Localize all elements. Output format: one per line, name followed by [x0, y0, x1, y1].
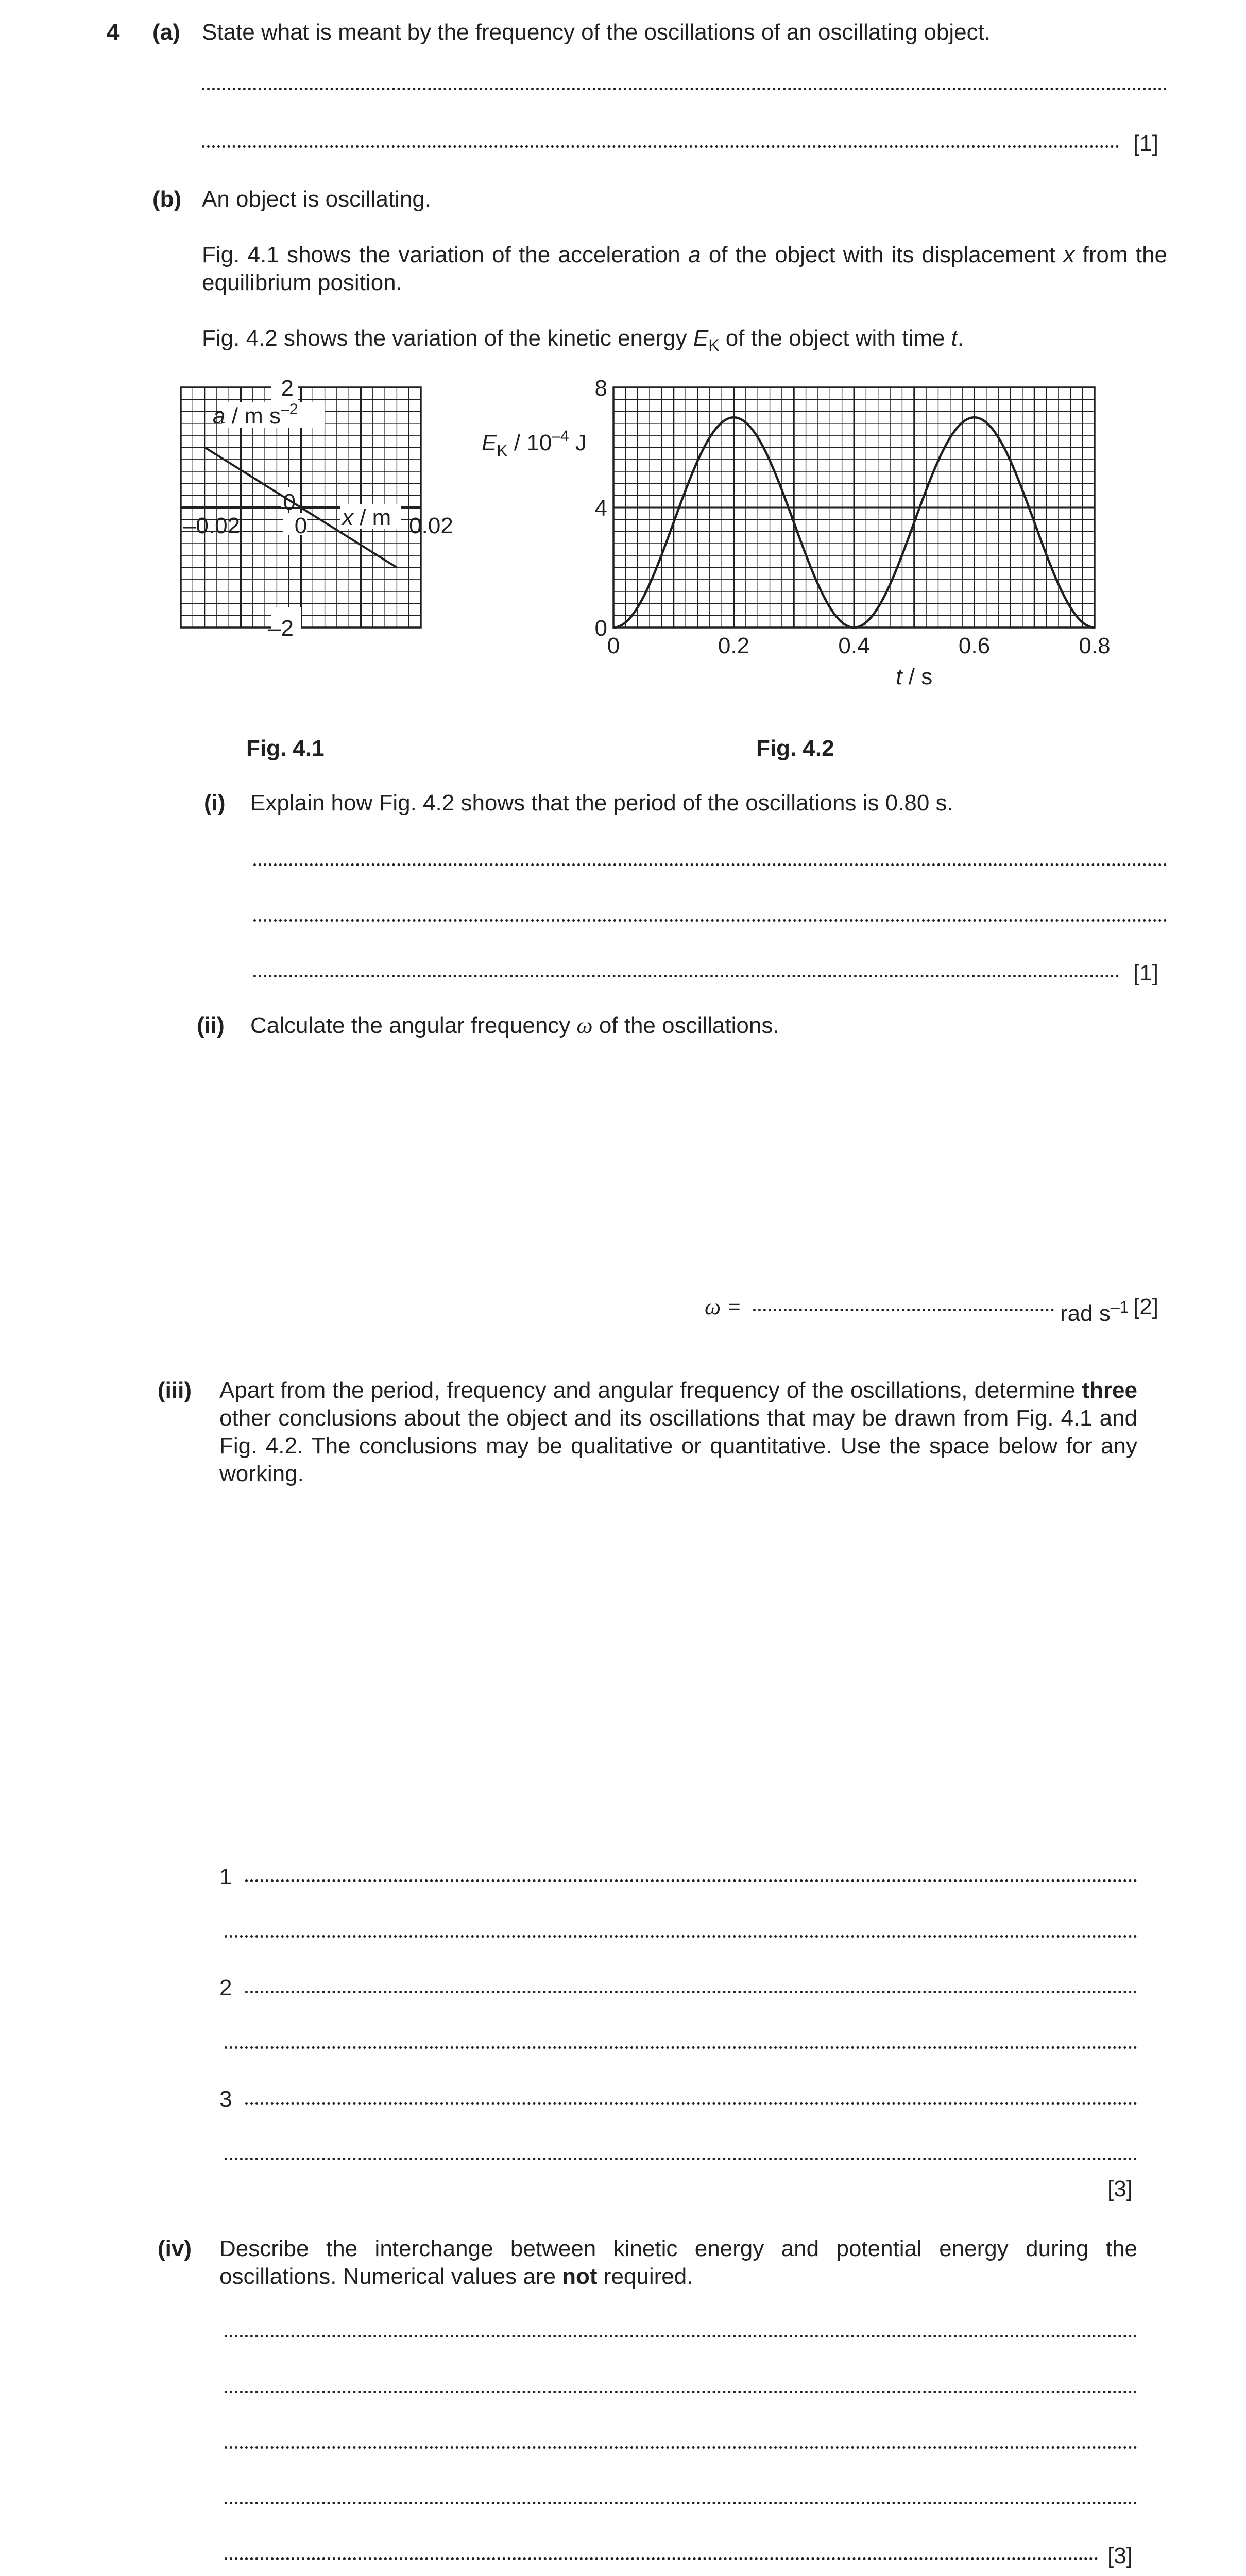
fig42-y-axis-label: $E_K / 10^{-4}$ J [482, 428, 587, 460]
fig42-y-tick-label: 0 [594, 616, 607, 641]
fig41-y-tick-label: 0 [283, 489, 296, 515]
part-bii-label: (ii) [197, 1013, 225, 1038]
omega-answer-field[interactable] [753, 1309, 1054, 1311]
fig42-caption: Fig. 4.2 [756, 736, 834, 761]
answer-line[interactable] [245, 2102, 1137, 2105]
fig41-y-axis-label: a / m $s^{-2}$ [213, 401, 298, 429]
mark-allocation: [1] [1133, 131, 1158, 156]
part-a-text: State what is meant by the frequency of the oscillations of an oscillating object. [202, 20, 991, 45]
fig41-y-tick-label: 2 [281, 376, 294, 401]
part-biii-text: Apart from the period, frequency and angular frequency of the oscillations, determine three other conclusions about the object and its oscillations that may be drawn from Fig. 4.1 and Fig. 4.2. The conclusions may be qualitative or quantitative. Use the space below for any working. [219, 1378, 1137, 1486]
answer-line[interactable] [245, 1879, 1137, 1882]
question-number: 4 [107, 20, 120, 45]
conclusion-number-3: 3 [219, 2087, 232, 2112]
part-b-label: (b) [152, 187, 182, 212]
omega-unit: rad $s^{-1}$ [1060, 1298, 1129, 1326]
figures [0, 361, 1246, 701]
answer-line[interactable] [225, 2557, 1098, 2560]
answer-line[interactable] [225, 2391, 1137, 2393]
fig42-x-tick-label: 0 [607, 633, 620, 658]
answer-line[interactable] [245, 1991, 1137, 1993]
answer-line[interactable] [225, 2502, 1137, 2504]
fig41-caption: Fig. 4.1 [246, 736, 325, 761]
fig42-y-tick-label: 8 [594, 376, 607, 401]
part-a-label: (a) [152, 20, 180, 45]
answer-line[interactable] [225, 2335, 1137, 2337]
fig41-x-axis-label: x / m [342, 505, 391, 530]
fig42-y-tick-label: 4 [594, 496, 607, 521]
mark-allocation: [3] [1107, 2543, 1133, 2568]
fig42-x-axis-label: t / s [896, 664, 933, 689]
conclusion-number-2: 2 [219, 1975, 232, 2001]
answer-line[interactable] [253, 975, 1119, 977]
answer-line[interactable] [225, 2046, 1137, 2049]
mark-allocation: [2] [1133, 1294, 1158, 1319]
answer-line[interactable] [202, 88, 1167, 90]
fig41-x-tick-label: 0 [294, 513, 308, 538]
answer-line[interactable] [253, 863, 1167, 866]
mark-allocation: [3] [1107, 2176, 1133, 2201]
part-biv-text: Describe the interchange between kinetic energy and potential energy during the oscillations. Numerical values are not required. [219, 2236, 1137, 2289]
part-bii-text: Calculate the angular frequency ω of the oscillations. [250, 1013, 779, 1038]
fig41-x-tick-label: 0.02 [409, 513, 453, 538]
answer-line[interactable] [202, 145, 1119, 148]
fig42-x-tick-label: 0.4 [838, 633, 870, 658]
answer-line[interactable] [225, 1935, 1137, 1938]
answer-line[interactable] [253, 919, 1167, 922]
part-bi-label: (i) [204, 790, 226, 816]
fig41-x-tick-label: –0.02 [183, 513, 241, 538]
answer-line[interactable] [225, 2446, 1137, 2449]
omega-answer-label: ω = [705, 1294, 742, 1319]
fig42-x-tick-label: 0.6 [958, 633, 991, 658]
fig41-chart [181, 376, 453, 641]
fig42-x-tick-label: 0.2 [718, 633, 750, 658]
part-biv-label: (iv) [158, 2236, 192, 2261]
fig41-y-tick-label: –2 [268, 616, 294, 641]
mark-allocation: [1] [1133, 960, 1158, 986]
fig42-description: Fig. 4.2 shows the variation of the kinetic energy $E_K$ of the object with time t. [202, 326, 964, 354]
fig42-x-tick-label: 0.8 [1079, 633, 1111, 658]
conclusion-number-1: 1 [219, 1864, 232, 1889]
part-biii-label: (iii) [158, 1378, 192, 1403]
fig41-description: Fig. 4.1 shows the variation of the acceleration a of the object with its displacement x from the equilibrium position. [202, 242, 1168, 295]
answer-line[interactable] [225, 2158, 1137, 2160]
fig42-chart [482, 376, 1111, 689]
part-bi-text: Explain how Fig. 4.2 shows that the period of the oscillations is 0.80 s. [250, 790, 953, 816]
part-b-intro: An object is oscillating. [202, 187, 432, 212]
